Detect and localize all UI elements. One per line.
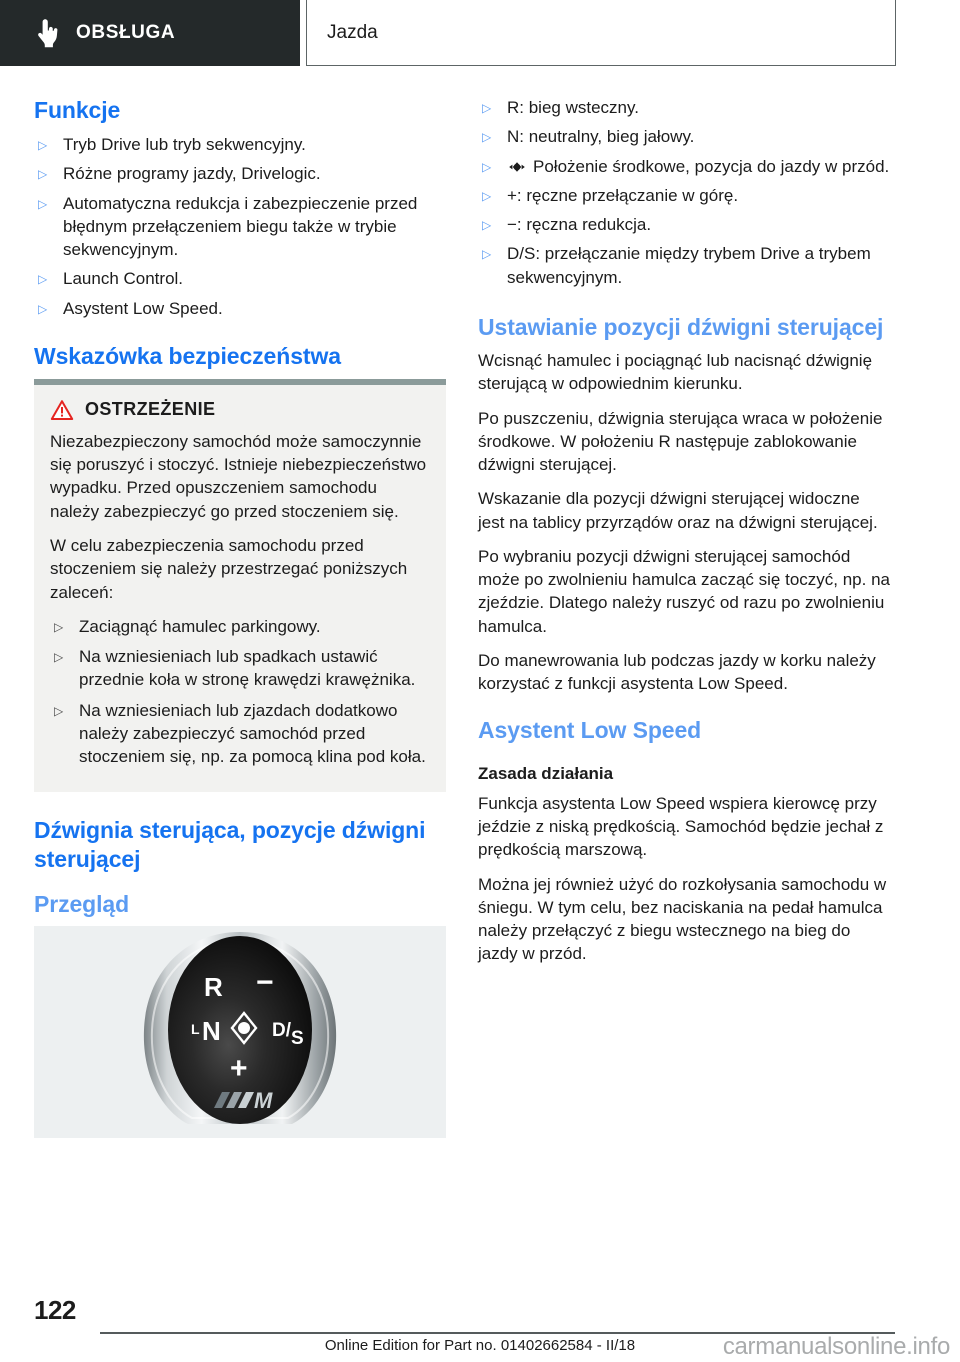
heading-wskazowka-bezpieczenstwa: Wskazówka bezpieczeństwa	[34, 342, 341, 369]
bullet-triangle-icon: ▷	[482, 247, 492, 262]
lever-label-L: L	[191, 1021, 200, 1038]
gear-selector-lever-image	[34, 926, 446, 1138]
heading-przeglad: Przegląd	[34, 890, 130, 917]
heading-ustawianie-pozycji: Ustawianie pozycji dźwigni sterującej	[478, 313, 884, 340]
list-item-text: Położenie środkowe, pozycja do jazdy w przód.	[533, 156, 890, 176]
list-item	[478, 213, 890, 236]
list-item	[478, 155, 890, 178]
heading-asystent-low-speed: Asystent Low Speed	[478, 716, 702, 743]
bullet-triangle-icon: ▷	[482, 218, 492, 233]
page-number: 122	[34, 1295, 76, 1325]
list-item-text: Zaciągnąć hamulec parkingowy.	[79, 616, 321, 636]
list-item-text: D/S: przełączanie między trybem Drive a trybem sekwencyjnym.	[507, 244, 871, 287]
watermark: carmanualsonline.info	[722, 1333, 950, 1360]
warning-paragraph: W celu zabezpieczenia samochodu przed stoczeniem się należy przestrzegać poniższych zaleceń:	[50, 536, 408, 602]
paragraph: Po wybraniu pozycji dźwigni sterującej samochód może po zwolnieniu hamulca zacząć się toczyć, np. na zjeździe. Dlatego należy ruszyć od razu po zwolnieniu hamulca.	[478, 546, 890, 636]
list-item	[50, 615, 430, 638]
paragraph: Funkcja asystenta Low Speed wspiera kierowcę przy jeździe z niską prędkością. Samochód będzie jechał z prędkością marszową.	[478, 793, 884, 860]
gear-lever-illustration	[34, 926, 446, 1138]
right-column	[478, 96, 890, 977]
functions-list	[34, 133, 446, 320]
lever-label-N: N	[202, 1016, 221, 1047]
paragraph: Po puszczeniu, dźwignia sterująca wraca w położenie środkowe. W położeniu R następuje zablokowanie dźwigni sterującej.	[478, 408, 883, 475]
list-item	[34, 297, 446, 320]
bullet-triangle-icon: ▷	[38, 167, 48, 182]
warning-paragraph: Niezabezpieczony samochód może samoczynnie się poruszyć i stoczyć. Istnieje niebezpieczeństwo wypadku. Przed opuszczeniem samochodu należy zabezpieczyć go przed stoczeniem się.	[50, 431, 427, 521]
bullet-triangle-icon: ▷	[54, 703, 64, 718]
heading-funkcje: Funkcje	[34, 97, 121, 123]
lever-label-S: S	[291, 1028, 304, 1050]
list-item	[478, 125, 890, 148]
list-item-text: Tryb Drive lub tryb sekwencyjny.	[63, 134, 306, 154]
section-tab-label: OBSŁUGA	[76, 22, 176, 43]
warning-list	[50, 615, 430, 769]
bullet-triangle-icon: ▷	[38, 272, 48, 287]
paragraph: Można jej również użyć do rozkołysania samochodu w śniegu. W tym celu, bez naciskania na pedał hamulca należy przełączyć z biegu wstecznego na bieg do jazdy w przód.	[478, 874, 887, 964]
list-item	[478, 96, 890, 119]
list-item-text: +: ręczne przełączanie w górę.	[507, 185, 739, 205]
list-item-text: N: neutralny, bieg jałowy.	[507, 127, 695, 147]
heading-dzwignia-sterujaca: Dźwignia sterująca, pozycje dźwigni sterującej	[34, 816, 426, 872]
list-item-text: Na wzniesieniach lub zjazdach dodatkowo należy zabezpieczyć samochód przed stoczeniem się, np. za pomocą klina pod koła.	[79, 700, 426, 767]
bullet-triangle-icon: ▷	[482, 101, 492, 115]
lever-positions-list	[478, 96, 890, 289]
list-item-text: Na wzniesieniach lub spadkach ustawić przednie koła w stronę krawędzi krawężnika.	[79, 647, 416, 690]
pointing-hand-icon	[36, 18, 58, 48]
section-tab-obsluga[interactable]	[0, 0, 300, 66]
paragraph: Wcisnąć hamulec i pociągnąć lub nacisnąć dźwignię sterującą w odpowiednim kierunku.	[478, 350, 873, 394]
bullet-triangle-icon: ▷	[54, 619, 64, 634]
chapter-tab-label: Jazda	[327, 21, 378, 43]
bullet-triangle-icon: ▷	[482, 188, 492, 203]
list-item	[50, 645, 430, 692]
list-item-text: R: bieg wsteczny.	[507, 98, 639, 117]
bullet-triangle-icon: ▷	[482, 159, 492, 174]
lever-label-minus: −	[256, 966, 274, 1000]
svg-text:M: M	[254, 1088, 273, 1114]
lever-label-plus: +	[230, 1052, 248, 1086]
list-item	[34, 162, 446, 185]
warning-header	[50, 399, 430, 421]
bullet-triangle-icon: ▷	[54, 650, 64, 665]
heading-zasada-dzialania: Zasada działania	[478, 763, 614, 783]
list-item	[34, 133, 446, 156]
center-position-icon	[507, 159, 527, 175]
warning-box	[34, 379, 446, 792]
list-item-text: Różne programy jazdy, Drivelogic.	[63, 164, 321, 184]
edition-note: Online Edition for Part no. 01402662584 - II/18	[324, 1337, 636, 1354]
bullet-triangle-icon: ▷	[38, 301, 48, 316]
bullet-triangle-icon: ▷	[38, 137, 48, 152]
lever-label-DS: D/	[272, 1020, 291, 1042]
list-item-text: Automatyczna redukcja i zabezpieczenie przed błędnym przełączeniem biegu także w trybie sekwencyjnym.	[63, 193, 418, 260]
list-item	[34, 267, 446, 290]
bullet-triangle-icon: ▷	[38, 196, 48, 211]
list-item	[478, 242, 890, 289]
list-item-text: Asystent Low Speed.	[63, 298, 223, 318]
paragraph: Wskazanie dla pozycji dźwigni sterującej widoczne jest na tablicy przyrządów oraz na dźwigni sterującej.	[478, 489, 878, 532]
list-item-text: −: ręczna redukcja.	[507, 215, 652, 235]
chapter-tab-jazda[interactable]	[306, 0, 896, 66]
lever-label-R: R	[204, 972, 223, 1003]
warning-triangle-icon	[50, 399, 74, 421]
page-footer	[0, 1295, 960, 1361]
list-item-text: Launch Control.	[63, 269, 184, 289]
list-item	[478, 184, 890, 207]
left-column	[34, 96, 446, 1138]
paragraph: Do manewrowania lub podczas jazdy w korku należy korzystać z funkcji asystenta Low Speed.	[478, 651, 876, 694]
page-header	[0, 0, 960, 70]
list-item	[50, 699, 430, 769]
bullet-triangle-icon: ▷	[482, 130, 492, 145]
list-item	[34, 192, 446, 262]
warning-title: OSTRZEŻENIE	[85, 399, 216, 420]
